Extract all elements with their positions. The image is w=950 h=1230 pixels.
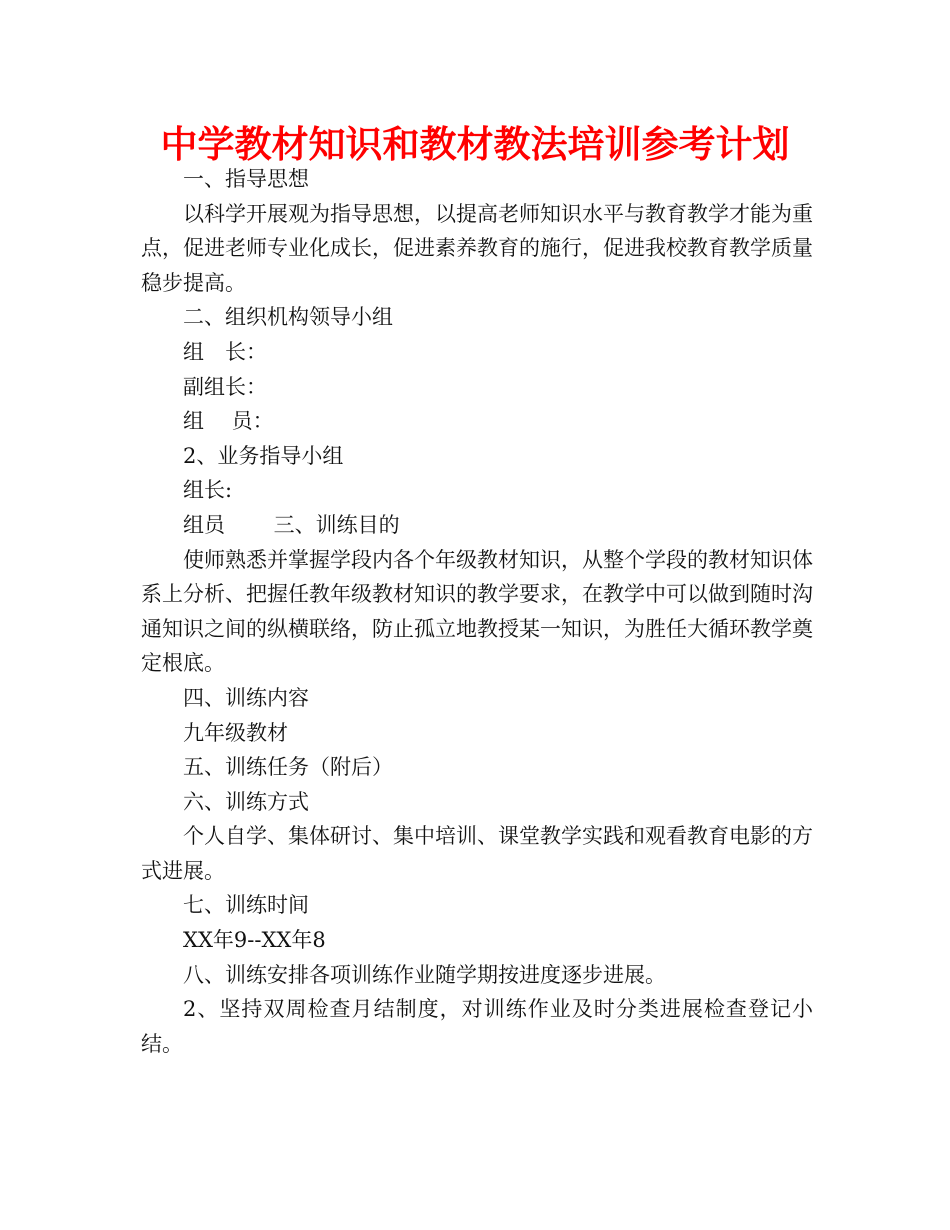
members-line: 组 员：	[183, 409, 274, 434]
section-heading-training-arrangement: 八、训练安排各项训练作业随学期按进度逐步进展。	[183, 962, 666, 987]
group-leader-line: 组长:	[183, 478, 233, 503]
section-heading-guiding-thought: 一、指导思想	[183, 167, 309, 191]
paragraph-training-method: 个人自学、集体研讨、集中培训、课堂教学实践和观看教育电影的方式进展。	[141, 824, 813, 883]
document-body	[141, 162, 813, 1061]
deputy-leader-line: 副组长：	[183, 374, 267, 399]
paragraph-guiding-thought: 以科学开展观为指导思想，以提高老师知识水平与教育教学才能为重点，促进老师专业化成长，促进素养教育的施行，促进我校教育教学质量稳步提高。	[141, 201, 813, 295]
document-title: 中学教材知识和教材教法培训参考计划	[160, 123, 790, 166]
group-members-and-purpose-heading: 组员 三、训练目的	[183, 512, 400, 537]
section-heading-training-method: 六、训练方式	[183, 789, 309, 814]
section-heading-training-content: 四、训练内容	[183, 685, 309, 710]
training-time-line: XX年9--XX年8	[183, 928, 326, 953]
training-content-line: 九年级教材	[183, 720, 288, 745]
section-heading-training-time: 七、训练时间	[183, 893, 309, 918]
paragraph-inspection-system: 2、坚持双周检查月结制度，对训练作业及时分类进展检查登记小结。	[141, 997, 813, 1056]
section-heading-training-tasks: 五、训练任务（附后）	[183, 755, 393, 780]
leader-line: 组 长：	[183, 339, 267, 364]
paragraph-training-purpose: 使师熟悉并掌握学段内各个年级教材知识，从整个学段的教材知识体系上分析、把握任教年级教材知识的教学要求，在教学中可以做到随时沟通知识之间的纵横联络，防止孤立地教授某一知识，为胜任大循环教学奠定根底。	[141, 547, 813, 676]
section-heading-organization: 二、组织机构领导小组	[183, 305, 393, 330]
subsection-business-guidance: 2、业务指导小组	[183, 443, 344, 468]
